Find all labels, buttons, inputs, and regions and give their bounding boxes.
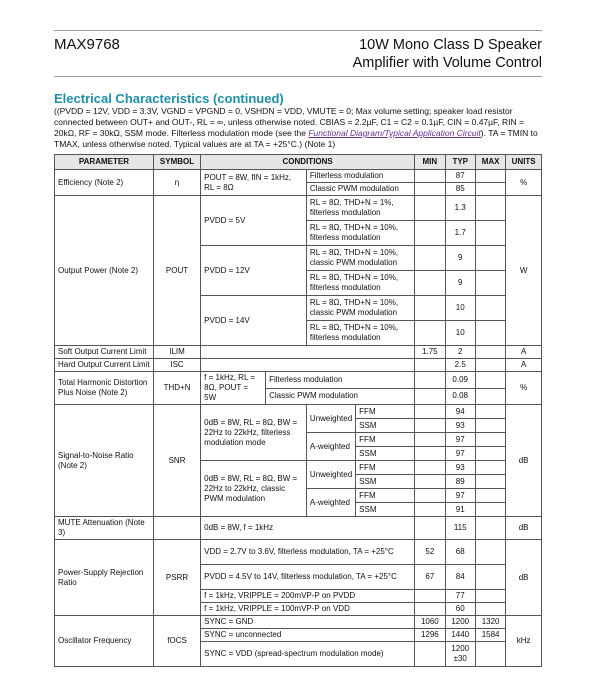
min-cell [415,590,445,603]
min-cell [415,517,445,540]
symbol-cell: PSRR [153,540,200,616]
max-cell [475,388,505,405]
param-cell: Signal-to-Noise Ratio (Note 2) [55,405,154,517]
typ-cell: 0.08 [445,388,475,405]
max-cell [475,359,505,372]
condition-cell: RL = 8Ω, THD+N = 1%, filterless modulation [306,196,414,221]
param-cell: Output Power (Note 2) [55,196,154,346]
min-cell [415,196,445,221]
document-title [353,36,542,72]
min-cell [415,461,445,475]
min-cell [415,183,445,196]
min-cell: 1060 [415,616,445,629]
col-header-min: MIN [415,155,445,170]
mode-cell: FFM [356,433,415,447]
condition-cell: SYNC = VDD (spread-spectrum modulation mode) [201,642,415,667]
mode-cell: FFM [356,461,415,475]
col-header-conditions: CONDITIONS [201,155,415,170]
table-row [55,517,542,540]
table-row [55,196,542,221]
table-header-row [55,155,542,170]
min-cell [415,503,445,517]
condition-cell: 0dB = 8W, f = 1kHz [201,517,415,540]
typ-cell: 89 [445,475,475,489]
condition-cell: PVDD = 14V [201,296,307,346]
intro-text-2: ). TA = TMIN to TMAX, unless otherwise noted. Typical values are at TA = +25°C.) (Note 1) [54,128,538,149]
condition-cell: SYNC = unconnected [201,629,415,642]
condition-cell: PVDD = 4.5V to 14V, filterless modulation, TA = +25°C [201,565,415,590]
mode-cell: SSM [356,475,415,489]
param-cell: Power-Supply Rejection Ratio [55,540,154,616]
mode-cell: SSM [356,419,415,433]
typ-cell: 9 [445,246,475,271]
table-row [55,540,542,565]
condition-cell: Filterless modulation [266,372,415,389]
col-header-max: MAX [475,155,505,170]
units-cell: A [506,359,542,372]
condition-cell: RL = 8Ω, THD+N = 10%, filterless modulation [306,271,414,296]
table-row [55,170,542,183]
weighting-cell: Unweighted [306,461,355,489]
max-cell [475,321,505,346]
condition-cell: POUT = 8W, fIN = 1kHz, RL = 8Ω [201,170,307,196]
max-cell [475,196,505,221]
condition-cell: Classic PWM modulation [306,183,414,196]
max-cell [475,405,505,419]
condition-cell: VDD = 2.7V to 3.6V, filterless modulation, TA = +25°C [201,540,415,565]
condition-cell: RL = 8Ω, THD+N = 10%, filterless modulation [306,321,414,346]
max-cell [475,540,505,565]
min-cell [415,603,445,616]
table-row [55,372,542,389]
typ-cell: 0.09 [445,372,475,389]
param-cell: Efficiency (Note 2) [55,170,154,196]
title-line-1: 10W Mono Class D Speaker [359,37,542,53]
min-cell: 67 [415,565,445,590]
typ-cell: 9 [445,271,475,296]
weighting-cell: A-weighted [306,489,355,517]
max-cell [475,475,505,489]
condition-cell: SYNC = GND [201,616,415,629]
header-bottom-rule [54,76,542,77]
condition-cell: 0dB = 8W, RL = 8Ω, BW = 22Hz to 22kHz, classic PWM modulation [201,461,307,517]
min-cell [415,372,445,389]
condition-cell: RL = 8Ω, THD+N = 10%, classic PWM modulation [306,296,414,321]
min-cell [415,475,445,489]
table-row [55,359,542,372]
max-cell [475,170,505,183]
symbol-cell: SNR [153,405,200,517]
param-cell: MUTE Attenuation (Note 3) [55,517,154,540]
symbol-cell: η [153,170,200,196]
min-cell: 1.75 [415,346,445,359]
condition-cell: PVDD = 12V [201,246,307,296]
min-cell [415,388,445,405]
table-row [55,346,542,359]
mode-cell: FFM [356,405,415,419]
typ-cell: 60 [445,603,475,616]
symbol-cell: fOCS [153,616,200,667]
typ-cell: 10 [445,321,475,346]
symbol-cell: POUT [153,196,200,346]
typ-cell: 97 [445,433,475,447]
units-cell: % [506,170,542,196]
typ-cell: 94 [445,405,475,419]
units-cell: dB [506,540,542,616]
min-cell [415,447,445,461]
typ-cell: 97 [445,489,475,503]
max-cell [475,489,505,503]
typ-cell: 87 [445,170,475,183]
param-cell: Total Harmonic Distortion Plus Noise (Note 2) [55,372,154,405]
min-cell [415,489,445,503]
typ-cell: 97 [445,447,475,461]
min-cell [415,359,445,372]
typ-cell: 1440 [445,629,475,642]
min-cell [415,321,445,346]
col-header-parameter: PARAMETER [55,155,154,170]
mode-cell: FFM [356,489,415,503]
max-cell [475,246,505,271]
min-cell [415,246,445,271]
max-cell [475,503,505,517]
typ-cell: 2.5 [445,359,475,372]
condition-cell: f = 1kHz, RL = 8Ω, POUT = 5W [201,372,266,405]
min-cell [415,642,445,667]
max-cell [475,271,505,296]
max-cell [475,183,505,196]
min-cell [415,433,445,447]
max-cell [475,433,505,447]
units-cell: dB [506,517,542,540]
min-cell: 52 [415,540,445,565]
col-header-typ: TYP [445,155,475,170]
symbol-cell: THD+N [153,372,200,405]
max-cell [475,565,505,590]
typ-cell: 93 [445,419,475,433]
col-header-symbol: SYMBOL [153,155,200,170]
condition-cell: f = 1kHz, VRIPPLE = 100mVP-P on VDD [201,603,415,616]
table-row [55,405,542,419]
typ-cell: 85 [445,183,475,196]
symbol-cell [153,517,200,540]
min-cell [415,221,445,246]
condition-cell: Classic PWM modulation [266,388,415,405]
max-cell [475,603,505,616]
typ-cell: 1.7 [445,221,475,246]
mode-cell: SSM [356,503,415,517]
electrical-characteristics-table [54,154,542,667]
min-cell [415,405,445,419]
title-line-2: Amplifier with Volume Control [352,55,542,71]
max-cell [475,590,505,603]
condition-cell: RL = 8Ω, THD+N = 10%, classic PWM modulation [306,246,414,271]
typ-cell: 2 [445,346,475,359]
intro-text-1: ((PVDD = 12V, VDD = 3.3V, VGND = VPGND = 0, VSHDN = VDD, VMUTE = 0; Max volume setting; speaker load resistor connected between OUT+ and OUT-, RL = ∞, unless otherwise noted. CBIAS = 2.2µF, C1 = C2 = 0.1µF, CIN = 0.47µF, RIN = 20kΩ, RF = 30kΩ, SSM mode. Filterless modulation mode (see the [54,106,524,138]
max-cell [475,642,505,667]
max-cell [475,419,505,433]
max-cell [475,221,505,246]
weighting-cell: A-weighted [306,433,355,461]
typ-cell: 115 [445,517,475,540]
condition-cell: PVDD = 5V [201,196,307,246]
max-cell [475,447,505,461]
section-title: Electrical Characteristics (continued) [54,91,284,106]
max-cell [475,296,505,321]
units-cell: A [506,346,542,359]
typ-cell: 68 [445,540,475,565]
max-cell [475,517,505,540]
part-number: MAX9768 [54,36,120,53]
units-cell: W [506,196,542,346]
min-cell [415,419,445,433]
min-cell [415,296,445,321]
typ-cell: 84 [445,565,475,590]
col-header-units: UNITS [506,155,542,170]
param-cell: Soft Output Current Limit [55,346,154,359]
conditions-intro [54,106,544,150]
functional-diagram-link[interactable]: Functional Diagram/Typical Application Circuit [308,128,481,138]
units-cell: kHz [506,616,542,667]
max-cell [475,346,505,359]
units-cell: dB [506,405,542,517]
min-cell [415,271,445,296]
param-cell: Hard Output Current Limit [55,359,154,372]
max-cell [475,461,505,475]
max-cell: 1584 [475,629,505,642]
typ-cell: 77 [445,590,475,603]
typ-cell: 10 [445,296,475,321]
units-cell: % [506,372,542,405]
typ-cell: 93 [445,461,475,475]
symbol-cell: ISC [153,359,200,372]
header-top-rule [54,30,542,31]
param-cell: Oscillator Frequency [55,616,154,667]
condition-cell [201,346,415,359]
mode-cell: SSM [356,447,415,461]
condition-cell: f = 1kHz, VRIPPLE = 200mVP-P on PVDD [201,590,415,603]
typ-cell: 1200 [445,616,475,629]
condition-cell: RL = 8Ω, THD+N = 10%, filterless modulation [306,221,414,246]
max-cell [475,372,505,389]
typ-cell: 1.3 [445,196,475,221]
max-cell: 1320 [475,616,505,629]
weighting-cell: Unweighted [306,405,355,433]
min-cell: 1296 [415,629,445,642]
condition-cell [201,359,415,372]
min-cell [415,170,445,183]
condition-cell: 0dB = 8W, RL = 8Ω, BW = 22Hz to 22kHz, filterless modulation mode [201,405,307,461]
typ-cell: 91 [445,503,475,517]
typ-cell: 1200 ±30 [445,642,475,667]
symbol-cell: ILIM [153,346,200,359]
table-row [55,616,542,629]
condition-cell: Filterless modulation [306,170,414,183]
